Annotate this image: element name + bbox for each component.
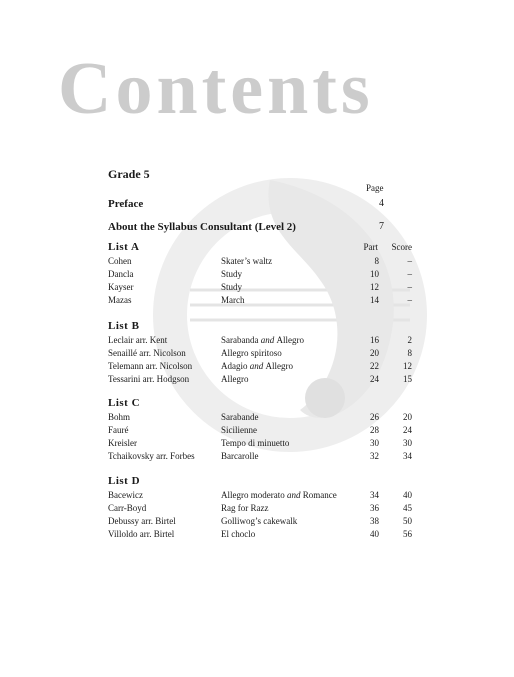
part-page: 10: [370, 269, 379, 279]
score-page: –: [407, 282, 412, 292]
part-page: 14: [370, 295, 379, 305]
list-item[interactable]: [108, 268, 412, 281]
list-title: List C: [108, 397, 141, 409]
list-item[interactable]: [108, 489, 412, 502]
list-item[interactable]: [108, 281, 412, 294]
list-item[interactable]: [108, 373, 412, 386]
page-column-label: Page: [366, 183, 384, 193]
score-page: 40: [403, 490, 412, 500]
piece-title: Allegro: [221, 374, 249, 384]
part-page: 20: [370, 348, 379, 358]
score-page: 15: [403, 374, 412, 384]
grade-heading: Grade 5: [108, 167, 150, 181]
score-page: 45: [403, 503, 412, 513]
list-item[interactable]: [108, 437, 412, 450]
piece-title: March: [221, 295, 245, 305]
list-item[interactable]: [108, 528, 412, 541]
list-item[interactable]: [108, 347, 412, 360]
composer: Kayser: [108, 282, 134, 292]
composer: Kreisler: [108, 438, 137, 448]
piece-title: Allegro moderato and Romance: [221, 490, 337, 500]
list-item[interactable]: [108, 255, 412, 268]
list-c: [108, 397, 412, 463]
composer: Senaillé arr. Nicolson: [108, 348, 186, 358]
piece-title: Study: [221, 282, 243, 292]
score-page: 12: [403, 361, 412, 371]
piece-title: Sarabanda and Allegro: [221, 335, 304, 345]
score-page: –: [407, 269, 412, 279]
part-page: 40: [370, 529, 379, 539]
part-page: 22: [370, 361, 379, 371]
list-item[interactable]: [108, 294, 412, 307]
composer: Bacewicz: [108, 490, 143, 500]
piece-title: Barcarolle: [221, 451, 259, 461]
score-page: 30: [403, 438, 412, 448]
piece-title: Sicilienne: [221, 425, 257, 435]
list-item[interactable]: [108, 424, 412, 437]
composer: Dancla: [108, 269, 134, 279]
list-item[interactable]: [108, 360, 412, 373]
piece-title: Tempo di minuetto: [221, 438, 290, 448]
piece-title: Skater’s waltz: [221, 256, 273, 266]
part-page: 26: [370, 412, 379, 422]
part-column-label: Part: [363, 242, 378, 252]
list-b: [108, 320, 412, 386]
list-header: [108, 320, 412, 334]
piece-title: Adagio and Allegro: [221, 361, 293, 371]
part-page: 36: [370, 503, 379, 513]
composer: Tchaikovsky arr. Forbes: [108, 451, 195, 461]
piece-title: Rag for Razz: [221, 503, 269, 513]
composer: Telemann arr. Nicolson: [108, 361, 193, 371]
part-page: 24: [370, 374, 379, 384]
composer: Debussy arr. Birtel: [108, 516, 176, 526]
score-page: 2: [407, 335, 412, 345]
list-title: List A: [108, 241, 140, 253]
toc-entry-title: About the Syllabus Consultant (Level 2): [108, 221, 296, 233]
composer: Fauré: [108, 425, 129, 435]
composer: Leclair arr. Kent: [108, 335, 168, 345]
composer: Mazas: [108, 295, 132, 305]
toc-entry-page: 7: [379, 221, 384, 232]
page-title: Contents: [58, 48, 374, 130]
piece-title: Golliwog’s cakewalk: [221, 516, 298, 526]
toc-entry-preface[interactable]: [108, 198, 384, 210]
composer: Tessarini arr. Hodgson: [108, 374, 190, 384]
composer: Villoldo arr. Birtel: [108, 529, 175, 539]
piece-title: El choclo: [221, 529, 256, 539]
list-d: [108, 475, 412, 541]
composer: Bohm: [108, 412, 131, 422]
list-item[interactable]: [108, 411, 412, 424]
toc-entry-title: Preface: [108, 198, 144, 210]
toc-entry-syllabus-consultant[interactable]: [108, 221, 384, 233]
score-page: 56: [403, 529, 412, 539]
part-page: 28: [370, 425, 379, 435]
list-header: [108, 241, 412, 255]
part-page: 30: [370, 438, 379, 448]
score-page: –: [407, 256, 412, 266]
score-page: 34: [403, 451, 412, 461]
list-title: List D: [108, 475, 141, 487]
part-page: 16: [370, 335, 379, 345]
piece-title: Allegro spiritoso: [221, 348, 282, 358]
toc-entry-page: 4: [379, 198, 384, 209]
part-page: 34: [370, 490, 379, 500]
list-header: [108, 397, 412, 411]
score-page: 20: [403, 412, 412, 422]
piece-title: Study: [221, 269, 243, 279]
composer: Cohen: [108, 256, 132, 266]
part-page: 12: [370, 282, 379, 292]
composer: Carr-Boyd: [108, 503, 147, 513]
list-item[interactable]: [108, 334, 412, 347]
list-item[interactable]: [108, 450, 412, 463]
score-page: 50: [403, 516, 412, 526]
score-page: –: [407, 295, 412, 305]
score-column-label: Score: [391, 242, 412, 252]
list-header: [108, 475, 412, 489]
part-page: 32: [370, 451, 379, 461]
list-item[interactable]: [108, 515, 412, 528]
score-page: 8: [407, 348, 412, 358]
list-a: [108, 241, 412, 307]
part-page: 38: [370, 516, 379, 526]
part-page: 8: [374, 256, 379, 266]
piece-title: Sarabande: [221, 412, 259, 422]
list-title: List B: [108, 320, 140, 332]
score-page: 24: [403, 425, 412, 435]
list-item[interactable]: [108, 502, 412, 515]
